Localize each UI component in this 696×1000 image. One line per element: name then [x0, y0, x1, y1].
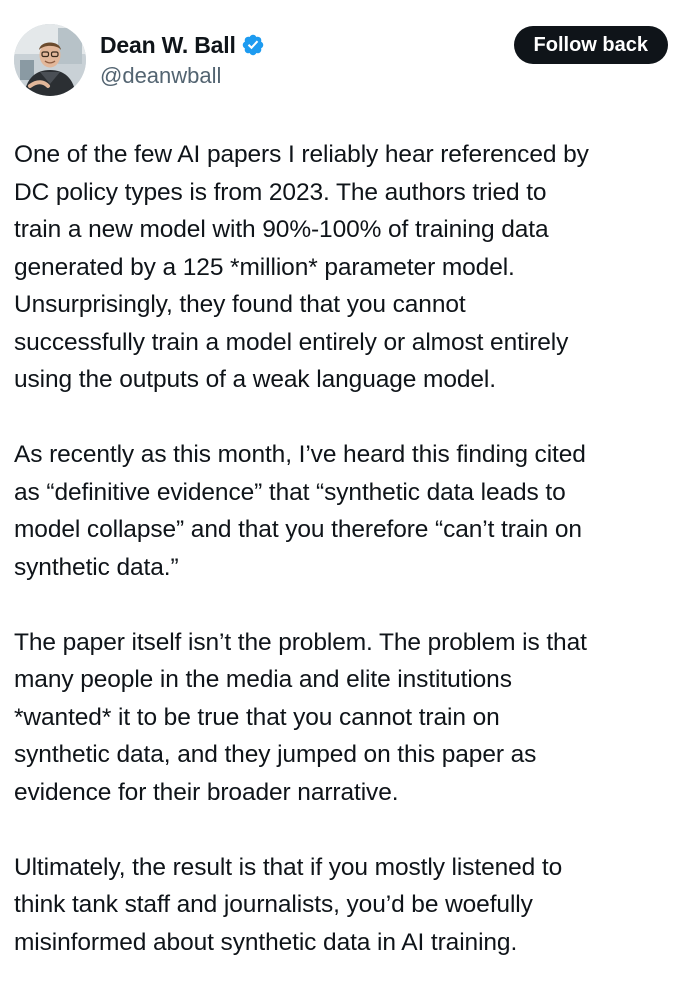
profile-photo: [14, 24, 86, 96]
avatar[interactable]: [14, 24, 86, 96]
name-row: [100, 28, 265, 62]
tweet-text: [14, 136, 686, 961]
author-block: [100, 28, 265, 90]
display-name[interactable]: Dean W. Ball: [100, 31, 236, 58]
tweet-paragraph-3: The paper itself isn’t the problem. The problem is that many people in the media and elite institutions *wanted* it to be true that you cannot train on synthetic data, and they jumped on this paper as evidence for their broader narrative.: [14, 628, 587, 806]
follow-back-button[interactable]: Follow back: [514, 26, 668, 64]
tweet-header: [0, 0, 696, 110]
tweet-paragraph-2: As recently as this month, I’ve heard this finding cited as “definitive evidence” that “synthetic data leads to model collapse” and that you therefore “can’t train on synthetic data.”: [14, 441, 586, 581]
handle[interactable]: @deanwball: [100, 63, 222, 88]
tweet-paragraph-4: Ultimately, the result is that if you mostly listened to think tank staff and journalists, you’d be woefully misinformed about synthetic data in AI training.: [14, 853, 563, 956]
verified-badge-icon: [241, 33, 265, 57]
tweet-paragraph-1: One of the few AI papers I reliably hear referenced by DC policy types is from 2023. The authors tried to train a new model with 90%-100% of training data generated by a 125 *million* parameter model. Unsurprisingly, they found that you cannot successfully train a model entirely or almost entirely using the outputs of a weak language model.: [14, 141, 589, 393]
